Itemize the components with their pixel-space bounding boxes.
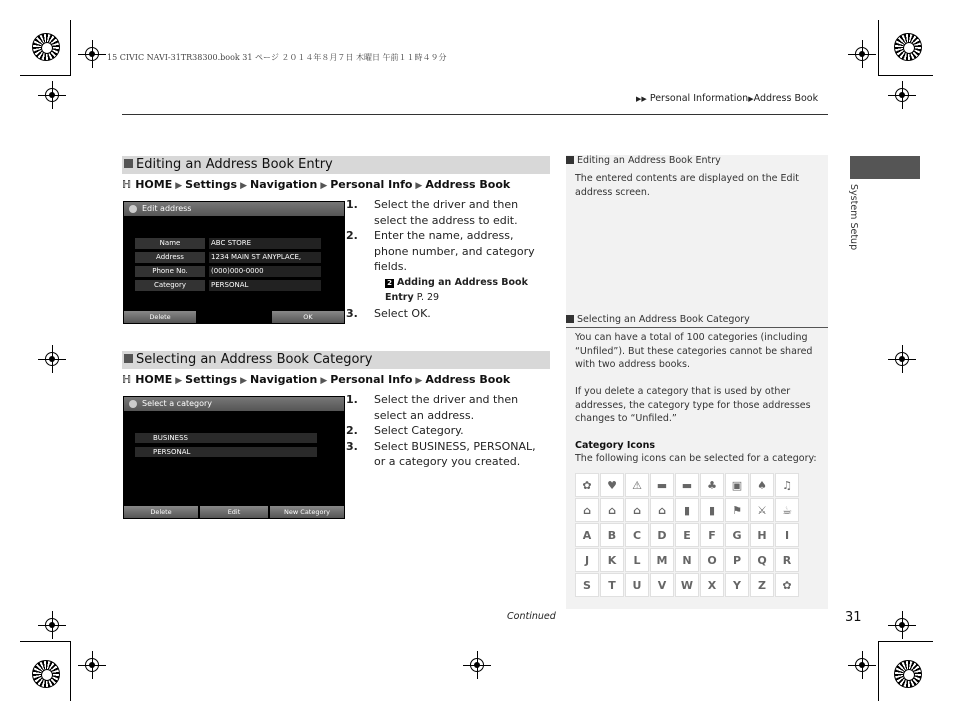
step-number: 3.: [346, 439, 358, 453]
breadcrumb: [636, 93, 818, 104]
field-value: ABC STORE: [209, 238, 321, 249]
field-label: Name: [135, 238, 205, 249]
registration-mark-icon: [85, 47, 99, 61]
letter-icon: R: [775, 548, 799, 572]
house4-icon: ⌂: [650, 498, 674, 522]
registration-target-icon: [894, 33, 922, 61]
registration-mark-icon: [45, 352, 59, 366]
square-bullet-icon: [124, 354, 133, 363]
crop-mark: [878, 75, 933, 76]
breadcrumb-part: Address Book: [753, 93, 819, 104]
path-arrow-icon: ▶: [320, 376, 328, 386]
letter-icon: Y: [725, 573, 749, 597]
path-arrow-icon: ▶: [175, 181, 183, 191]
path-arrow-icon: ▶: [175, 376, 183, 386]
gear-icon: [129, 205, 137, 213]
car2-icon: ▬: [675, 473, 699, 497]
cross-reference-page: P. 29: [416, 292, 440, 303]
step-item: [346, 306, 550, 322]
note-text: The following icons can be selected for a category:: [575, 453, 817, 464]
screen-title: Select a category: [142, 399, 213, 408]
house2-icon: ⌂: [600, 498, 624, 522]
path-arrow-icon: ▶: [320, 181, 328, 191]
house1-icon: ⌂: [575, 498, 599, 522]
registration-mark-icon: [855, 47, 869, 61]
select-category-screenshot: [123, 396, 345, 519]
path-step: Address Book: [425, 373, 511, 386]
heart-icon: ♥: [600, 473, 624, 497]
note-title: Selecting an Address Book Category: [577, 314, 750, 325]
edit-button: Edit: [200, 506, 268, 518]
cutlery-icon: ⚔: [750, 498, 774, 522]
letter-icon: L: [625, 548, 649, 572]
coffee-icon: ☕: [775, 498, 799, 522]
menu-path: [122, 178, 510, 191]
print-header: 15 CIVIC NAVI-31TR38300.book 31 ページ ２０１４年８月７日 木曜日 午前１１時４９分: [107, 53, 447, 62]
step-number: 3.: [346, 306, 358, 320]
field-value: (000)000-0000: [209, 266, 321, 277]
step-item: [346, 228, 550, 275]
crop-mark: [878, 641, 879, 701]
note-text: The entered contents are displayed on the Edit address screen.: [575, 173, 799, 198]
section-heading: [122, 351, 550, 369]
step-number: 1.: [346, 393, 358, 406]
field-label: Address: [135, 252, 205, 263]
step-number: 2.: [346, 229, 358, 242]
crop-mark: [70, 641, 71, 701]
gear-icon: [129, 400, 137, 408]
registration-mark-icon: [45, 618, 59, 632]
letter-icon: I: [775, 523, 799, 547]
letter-icon: U: [625, 573, 649, 597]
field-value: PERSONAL: [209, 280, 321, 291]
continued-label: Continued: [507, 611, 556, 622]
note-title: Editing an Address Book Entry: [577, 155, 721, 166]
registration-mark-icon: [45, 88, 59, 102]
registration-mark-icon: [895, 352, 909, 366]
side-tab-label: System Setup: [848, 184, 859, 251]
delete-button: Delete: [124, 311, 196, 323]
note-rule: [566, 327, 828, 328]
field-label: Category: [135, 280, 205, 291]
path-step: Personal Info: [330, 373, 413, 386]
flower-icon: ✿: [575, 473, 599, 497]
book1-icon: ▮: [675, 498, 699, 522]
step-text: Select the driver and then select the address to edit.: [374, 198, 519, 227]
category-icons-grid: [575, 473, 800, 600]
note-text: You can have a total of 100 categories (including “Unfiled”). But these categories cannot be shared with two address books.: [575, 332, 813, 370]
delete-button: Delete: [124, 506, 198, 518]
letter-icon: P: [725, 548, 749, 572]
steps-list: [346, 197, 550, 321]
letter-icon: K: [600, 548, 624, 572]
path-step: Personal Info: [330, 178, 413, 191]
registration-mark-icon: [855, 658, 869, 672]
crop-mark: [878, 641, 933, 642]
registration-mark-icon: [470, 658, 484, 672]
ok-button: OK: [272, 311, 344, 323]
screen-title-bar: [124, 397, 344, 411]
section-tab: [850, 156, 920, 179]
breadcrumb-sep-icon: ▶: [748, 95, 754, 103]
letter-icon: F: [700, 523, 724, 547]
crop-mark: [70, 20, 71, 75]
note-heading: [566, 155, 721, 166]
step-item: [346, 392, 550, 423]
page-number: 31: [845, 610, 862, 625]
letter-icon: V: [650, 573, 674, 597]
path-arrow-icon: ▶: [240, 181, 248, 191]
note-icon: [566, 156, 574, 164]
step-text: Select the driver and then select an address.: [374, 393, 519, 422]
registration-target-icon: [32, 660, 60, 688]
step-number: 1.: [346, 198, 358, 211]
music-icon: ♫: [775, 473, 799, 497]
letter-icon: J: [575, 548, 599, 572]
letter-icon: X: [700, 573, 724, 597]
letter-icon: B: [600, 523, 624, 547]
car-icon: ▬: [650, 473, 674, 497]
letter-icon: T: [600, 573, 624, 597]
breadcrumb-part: Personal Information: [649, 93, 749, 104]
registration-mark-icon: [85, 658, 99, 672]
section-title: Editing an Address Book Entry: [136, 157, 333, 172]
field-label: Phone No.: [135, 266, 205, 277]
category-item: PERSONAL: [135, 447, 317, 457]
new-category-button: New Category: [270, 506, 344, 518]
letter-icon: A: [575, 523, 599, 547]
icons-heading: Category Icons: [575, 440, 655, 451]
flower2-icon: ✿: [775, 573, 799, 597]
path-arrow-icon: ▶: [415, 376, 423, 386]
crop-mark: [20, 75, 71, 76]
letter-icon: C: [625, 523, 649, 547]
letter-icon: S: [575, 573, 599, 597]
letter-icon: H: [750, 523, 774, 547]
section-title: Selecting an Address Book Category: [136, 352, 373, 367]
breadcrumb-arrows-icon: ▶▶: [636, 95, 647, 103]
letter-icon: M: [650, 548, 674, 572]
crop-mark: [878, 20, 879, 75]
path-step: Settings: [185, 178, 238, 191]
letter-icon: O: [700, 548, 724, 572]
note-heading: [566, 314, 750, 325]
square-bullet-icon: [124, 159, 133, 168]
screen-title: Edit address: [142, 204, 192, 213]
palm-tree-icon: ♣: [700, 473, 724, 497]
home-key-icon: ℍ: [122, 178, 132, 191]
gift-icon: ▣: [725, 473, 749, 497]
warning-icon: ⚠: [625, 473, 649, 497]
path-arrow-icon: ▶: [415, 181, 423, 191]
letter-icon: W: [675, 573, 699, 597]
path-step: Settings: [185, 373, 238, 386]
category-item: BUSINESS: [135, 433, 317, 443]
menu-path: [122, 373, 510, 386]
home-key-icon: ℍ: [122, 373, 132, 386]
registration-mark-icon: [895, 618, 909, 632]
step-text: Select Category.: [374, 424, 464, 437]
letter-icon: N: [675, 548, 699, 572]
registration-target-icon: [894, 660, 922, 688]
registration-target-icon: [32, 33, 60, 61]
path-step: Navigation: [250, 178, 318, 191]
book2-icon: ▮: [700, 498, 724, 522]
cross-reference-title: Adding an Address Book Entry: [385, 276, 528, 303]
path-step: Address Book: [425, 178, 511, 191]
house3-icon: ⌂: [625, 498, 649, 522]
step-text: Enter the name, address, phone number, and category fields.: [374, 229, 535, 273]
steps-list: [346, 392, 550, 470]
cross-reference[interactable]: [385, 275, 550, 306]
path-step: Navigation: [250, 373, 318, 386]
edit-address-screenshot: [123, 201, 345, 324]
letter-icon: G: [725, 523, 749, 547]
step-number: 2.: [346, 424, 358, 437]
note-icon: [566, 315, 574, 323]
golf-icon: ⚑: [725, 498, 749, 522]
plant-icon: ♠: [750, 473, 774, 497]
section-heading: [122, 156, 550, 174]
path-step: HOME: [135, 178, 173, 191]
cross-reference-icon: 2: [385, 279, 394, 288]
field-value: 1234 MAIN ST ANYPLACE,: [209, 252, 321, 263]
letter-icon: Z: [750, 573, 774, 597]
letter-icon: E: [675, 523, 699, 547]
step-item: [346, 197, 550, 228]
step-item: [346, 439, 550, 470]
note-text: If you delete a category that is used by other addresses, the category type for those addresses changes to “Unfiled.”: [575, 386, 811, 424]
header-rule: [122, 114, 828, 115]
screen-title-bar: [124, 202, 344, 216]
path-arrow-icon: ▶: [240, 376, 248, 386]
letter-icon: Q: [750, 548, 774, 572]
step-text: Select OK.: [374, 306, 431, 320]
step-text: Select BUSINESS, PERSONAL, or a category you created.: [374, 439, 536, 468]
registration-mark-icon: [895, 88, 909, 102]
crop-mark: [20, 641, 71, 642]
letter-icon: D: [650, 523, 674, 547]
path-step: HOME: [135, 373, 173, 386]
step-item: [346, 423, 550, 439]
